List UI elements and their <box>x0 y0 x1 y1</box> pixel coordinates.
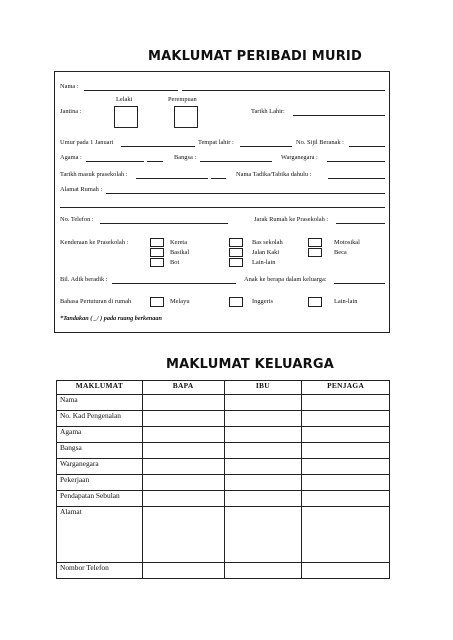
jarak-rumah-label: Jarak Rumah ke Prasekolah : <box>254 216 329 223</box>
inggeris-checkbox[interactable] <box>229 297 243 307</box>
cell-ibu[interactable] <box>224 411 302 427</box>
peribadi-form-frame <box>54 71 390 333</box>
cell-penjaga[interactable] <box>302 507 390 563</box>
tempat-lahir-label: Tempat lahir : <box>198 139 234 146</box>
jalan-kaki-label: Jalan Kaki <box>252 249 280 256</box>
row-label-bangsa: Bangsa <box>57 443 143 459</box>
cell-bapa[interactable] <box>142 475 224 491</box>
anak-ke-label: Anak ke berapa dalam keluarga: <box>244 276 327 283</box>
alamat-rumah-field-2[interactable] <box>60 207 385 208</box>
bil-adik-field[interactable] <box>112 283 236 284</box>
bangsa-field[interactable] <box>200 161 272 162</box>
tempat-lahir-field[interactable] <box>240 146 292 147</box>
row-label-kad-pengenalan: No. Kad Pengenalan <box>57 411 143 427</box>
cell-penjaga[interactable] <box>302 475 390 491</box>
sijil-beranak-field[interactable] <box>349 146 385 147</box>
motosikal-checkbox[interactable] <box>308 238 322 247</box>
table-row <box>57 427 390 443</box>
inggeris-label: Inggeris <box>252 298 273 305</box>
row-label-pekerjaan: Pekerjaan <box>57 475 143 491</box>
row-label-warganegara: Warganegara <box>57 459 143 475</box>
tarikh-lahir-field[interactable] <box>293 115 385 116</box>
lelaki-checkbox[interactable] <box>114 106 138 128</box>
cell-ibu[interactable] <box>224 427 302 443</box>
alamat-rumah-label: Alamat Rumah : <box>60 186 103 193</box>
melayu-label: Melayu <box>170 298 190 305</box>
tarikh-masuk-field[interactable] <box>136 178 208 179</box>
umur-label: Umur pada 1 Januari <box>60 139 114 146</box>
bot-label: Bot <box>170 259 180 266</box>
cell-penjaga[interactable] <box>302 491 390 507</box>
sijil-beranak-label: No. Sijil Beranak : <box>296 139 344 146</box>
section-title-keluarga: MAKLUMAT KELUARGA <box>166 357 334 372</box>
nama-tadika-field[interactable] <box>328 178 385 179</box>
tarikh-masuk-label: Tarikh masuk prasekolah : <box>60 171 128 178</box>
cell-penjaga[interactable] <box>302 411 390 427</box>
jalan-kaki-checkbox[interactable] <box>229 248 243 257</box>
tarikh-masuk-field-2[interactable] <box>211 178 226 179</box>
nama-tadika-label: Nama Tadika/Tabika dahulu : <box>236 171 312 178</box>
lain-lain-bahasa-label: Lain-lain <box>334 298 358 305</box>
warganegara-label: Warganegara : <box>281 154 318 161</box>
cell-penjaga[interactable] <box>302 459 390 475</box>
cell-penjaga[interactable] <box>302 563 390 579</box>
cell-ibu[interactable] <box>224 475 302 491</box>
melayu-checkbox[interactable] <box>150 297 164 307</box>
agama-field[interactable] <box>86 161 144 162</box>
row-label-telefon: Nombor Telefon <box>57 563 143 579</box>
table-row <box>57 395 390 411</box>
table-row <box>57 459 390 475</box>
header-bapa: BAPA <box>142 381 224 395</box>
basikal-checkbox[interactable] <box>150 248 164 257</box>
bangsa-label: Bangsa : <box>174 154 197 161</box>
cell-ibu[interactable] <box>224 507 302 563</box>
bas-sekolah-checkbox[interactable] <box>229 238 243 247</box>
cell-bapa[interactable] <box>142 563 224 579</box>
cell-penjaga[interactable] <box>302 443 390 459</box>
table-row <box>57 491 390 507</box>
kereta-label: Kereta <box>170 239 188 246</box>
jarak-rumah-field[interactable] <box>336 223 385 224</box>
cell-penjaga[interactable] <box>302 395 390 411</box>
beca-label: Beca <box>334 249 347 256</box>
tarikh-lahir-label: Tarikh Lahir: <box>251 108 285 115</box>
cell-bapa[interactable] <box>142 507 224 563</box>
header-maklumat: MAKLUMAT <box>57 381 143 395</box>
table-row <box>57 411 390 427</box>
no-telefon-label: No. Telefon : <box>60 216 94 223</box>
nama-field-2[interactable] <box>182 90 385 91</box>
row-label-alamat: Alamat <box>57 507 143 563</box>
bas-sekolah-label: Bas sekolah <box>252 239 283 246</box>
lain-lain-kenderaan-label: Lain-lain <box>252 259 276 266</box>
row-label-agama: Agama <box>57 427 143 443</box>
cell-bapa[interactable] <box>142 395 224 411</box>
table-row <box>57 507 390 563</box>
no-telefon-field[interactable] <box>100 223 228 224</box>
beca-checkbox[interactable] <box>308 248 322 257</box>
bahasa-label: Bahasa Pertuturan di rumah <box>60 298 132 305</box>
basikal-label: Basikal <box>170 249 190 256</box>
cell-bapa[interactable] <box>142 411 224 427</box>
cell-penjaga[interactable] <box>302 427 390 443</box>
bot-checkbox[interactable] <box>150 258 164 267</box>
cell-bapa[interactable] <box>142 491 224 507</box>
lain-lain-kenderaan-checkbox[interactable] <box>229 258 243 267</box>
cell-ibu[interactable] <box>224 563 302 579</box>
cell-ibu[interactable] <box>224 395 302 411</box>
motosikal-label: Motosikal <box>334 239 360 246</box>
agama-field-2[interactable] <box>147 161 163 162</box>
table-row <box>57 443 390 459</box>
nama-label: Nama : <box>60 83 79 90</box>
bil-adik-label: Bil. Adik beradik : <box>60 276 108 283</box>
cell-ibu[interactable] <box>224 443 302 459</box>
lelaki-label: Lelaki <box>116 96 133 103</box>
kenderaan-label: Kenderaan ke Prasekolah : <box>60 239 129 246</box>
alamat-rumah-field[interactable] <box>106 193 385 194</box>
table-row <box>57 475 390 491</box>
row-label-pendapatan: Pendapatan Sebulan <box>57 491 143 507</box>
header-penjaga: PENJAGA <box>302 381 390 395</box>
warganegara-field[interactable] <box>327 161 385 162</box>
nama-field[interactable] <box>84 90 178 91</box>
cell-bapa[interactable] <box>142 427 224 443</box>
perempuan-label: Perempuan <box>168 96 197 103</box>
header-ibu: IBU <box>224 381 302 395</box>
agama-label: Agama : <box>60 154 82 161</box>
section-title-peribadi: MAKLUMAT PERIBADI MURID <box>148 49 362 64</box>
cell-ibu[interactable] <box>224 459 302 475</box>
instruction-note: *Tandakan ( _/ ) pada ruang berkenaan <box>60 315 162 322</box>
row-label-nama: Nama <box>57 395 143 411</box>
kereta-checkbox[interactable] <box>150 238 164 247</box>
table-row <box>57 563 390 579</box>
jantina-label: Jantina : <box>60 108 82 115</box>
cell-bapa[interactable] <box>142 459 224 475</box>
umur-field[interactable] <box>121 146 195 147</box>
cell-bapa[interactable] <box>142 443 224 459</box>
anak-ke-field[interactable] <box>334 283 385 284</box>
perempuan-checkbox[interactable] <box>174 106 198 128</box>
table-header-row <box>57 381 390 395</box>
cell-ibu[interactable] <box>224 491 302 507</box>
family-info-table <box>56 380 390 579</box>
lain-lain-bahasa-checkbox[interactable] <box>308 297 322 307</box>
